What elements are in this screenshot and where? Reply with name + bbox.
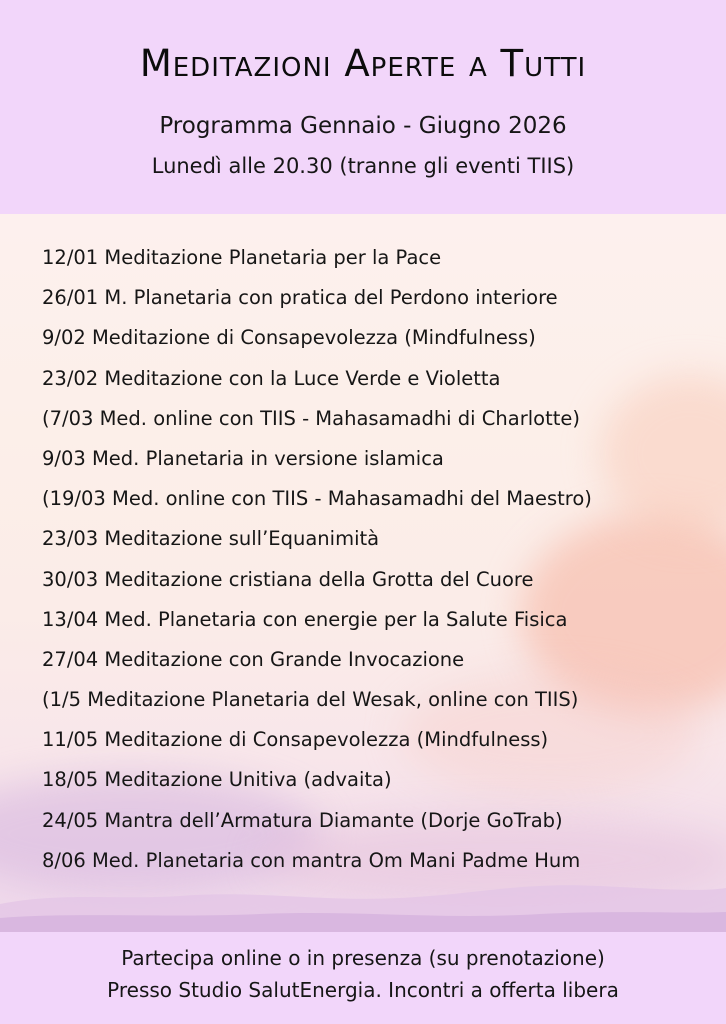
footer-location: Presso Studio SalutEnergia. Incontri a offerta libera	[107, 978, 619, 1002]
page-title: Meditazioni Aperte a Tutti	[139, 42, 587, 85]
events-list	[42, 238, 712, 881]
event-item: (19/03 Med. online con TIIS - Mahasamadhi del Maestro)	[42, 487, 592, 511]
event-item: 12/01 Meditazione Planetaria per la Pace	[42, 246, 442, 269]
event-item: 11/05 Meditazione di Consapevolezza (Mindfulness)	[42, 728, 549, 752]
event-item: 23/03 Meditazione sull’Equanimità	[42, 527, 380, 551]
event-item: (7/03 Med. online con TIIS - Mahasamadhi di Charlotte)	[42, 406, 580, 430]
event-item: (1/5 Meditazione Planetaria del Wesak, online con TIIS)	[42, 688, 579, 712]
event-item: 24/05 Mantra dell’Armatura Diamante (Dorje GoTrab)	[42, 808, 563, 832]
event-item: 18/05 Meditazione Unitiva (advaita)	[42, 768, 392, 792]
event-item: 26/01 M. Planetaria con pratica del Perdono interiore	[42, 286, 558, 310]
event-item: 8/06 Med. Planetaria con mantra Om Mani Padme Hum	[42, 848, 581, 872]
program-subtitle: Programma Gennaio - Giugno 2026	[159, 113, 567, 139]
event-item: 9/03 Med. Planetaria in versione islamica	[42, 446, 444, 470]
footer-participation: Partecipa online o in presenza (su prenotazione)	[121, 946, 605, 970]
event-item: 9/02 Meditazione di Consapevolezza (Mindfulness)	[42, 326, 536, 350]
footer-band	[0, 932, 726, 1024]
header-band	[0, 0, 726, 214]
schedule-note: Lunedì alle 20.30 (tranne gli eventi TIIS)	[151, 154, 575, 178]
event-list-panel	[0, 214, 726, 932]
event-item: 27/04 Meditazione con Grande Invocazione	[42, 647, 465, 671]
event-item: 30/03 Meditazione cristiana della Grotta del Cuore	[42, 567, 534, 591]
event-item: 13/04 Med. Planetaria con energie per la Salute Fisica	[42, 607, 568, 631]
event-item: 23/02 Meditazione con la Luce Verde e Violetta	[42, 366, 501, 390]
